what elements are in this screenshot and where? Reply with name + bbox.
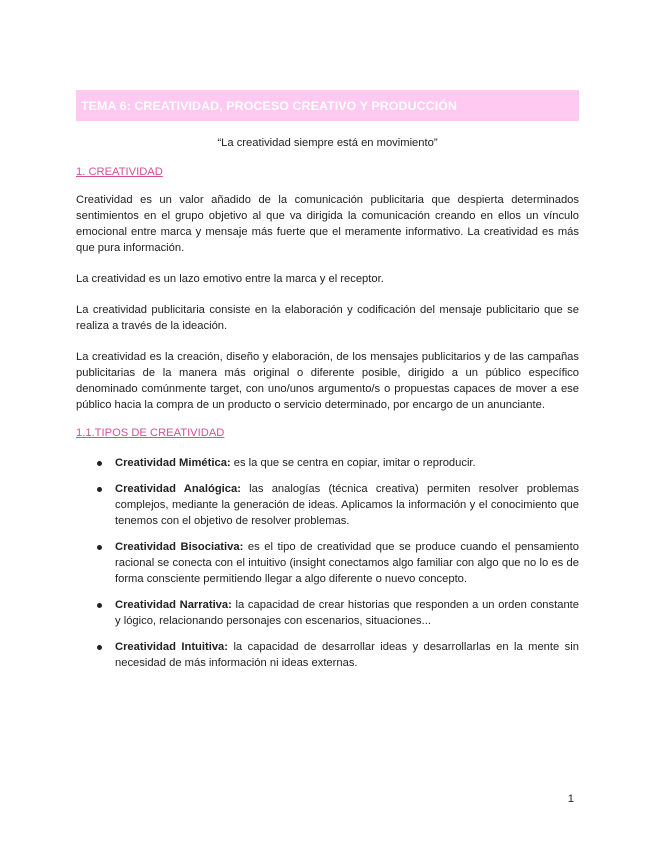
- chapter-title: TEMA 6: CREATIVIDAD, PROCESO CREATIVO Y PRODUCCIÓN: [81, 98, 458, 113]
- bullet-text: es el tipo de creatividad que se produce cuando el pensamiento racional se conecta con el intuitivo (insight conectamos algo familiar con algo que no lo es de forma consciente permitiendo llegar a algo diferente o nuevo concepto.: [115, 541, 579, 585]
- paragraph-advertising-creativity: La creatividad publicitaria consiste en la elaboración y codificación del mensaje publicitario que se realiza a través de la ideación.: [76, 304, 579, 332]
- bullet-text: la capacidad de desarrollar ideas y desarrollarlas en la mente sin necesidad de más información ni ideas externas.: [115, 641, 579, 669]
- paragraph-definition: Creatividad es un valor añadido de la comunicación publicitaria que despierta determinados sentimientos en el grupo objetivo al que va dirigida la comunicación creando en ellos un vínculo emocional entre marca y mensaje más fuerte que el meramente informativo. La creatividad es más que pura información.: [76, 194, 579, 254]
- bullet-term: Creatividad Intuitiva:: [115, 641, 228, 653]
- bullet-term: Creatividad Mimética:: [115, 457, 231, 469]
- list-item: [76, 455, 579, 471]
- bullet-icon: [97, 461, 102, 466]
- section-heading-creatividad: 1. CREATIVIDAD: [76, 166, 163, 178]
- bullet-term: Creatividad Narrativa:: [115, 599, 232, 611]
- list-item: [76, 597, 579, 629]
- bullet-text: es la que se centra en copiar, imitar o reproducir.: [230, 457, 476, 469]
- bullet-text: las analogías (técnica creativa) permiten resolver problemas complejos, mediante la generación de ideas. Aplicamos la información y el conocimiento que tenemos con el objetivo de resolver problemas.: [115, 483, 579, 527]
- paragraph-creation-design: La creatividad es la creación, diseño y elaboración, de los mensajes publicitarios y de las campañas publicitarias de la manera más original o diferente posible, dirigido a un público específico denominado comúnmente target, con uno/unos argumento/s o propuestas capaces de mover a ese público hacia la compra de un producto o servicio determinado, por encargo de un anunciante.: [76, 351, 579, 411]
- bullet-term: Creatividad Analógica:: [115, 483, 241, 495]
- list-item: [76, 539, 579, 587]
- page-number: 1: [567, 793, 574, 805]
- chapter-title-banner: [76, 90, 579, 121]
- bullet-icon: [97, 645, 102, 650]
- bullet-icon: [97, 545, 102, 550]
- list-item: [76, 639, 579, 671]
- section-heading-tipos: 1.1.TIPOS DE CREATIVIDAD: [76, 427, 225, 439]
- creativity-types-list: [76, 455, 579, 671]
- epigraph-quote: “La creatividad siempre está en movimiento”: [217, 137, 438, 149]
- bullet-icon: [97, 603, 102, 608]
- bullet-term: Creatividad Bisociativa:: [115, 541, 244, 553]
- bullet-icon: [97, 487, 102, 492]
- paragraph-emotive-link: La creatividad es un lazo emotivo entre la marca y el receptor.: [76, 273, 384, 285]
- bullet-text: la capacidad de crear historias que responden a un orden constante y lógico, relacionando personajes con escenarios, situaciones...: [115, 599, 580, 627]
- document-page: [76, 90, 579, 681]
- list-item: [76, 481, 579, 529]
